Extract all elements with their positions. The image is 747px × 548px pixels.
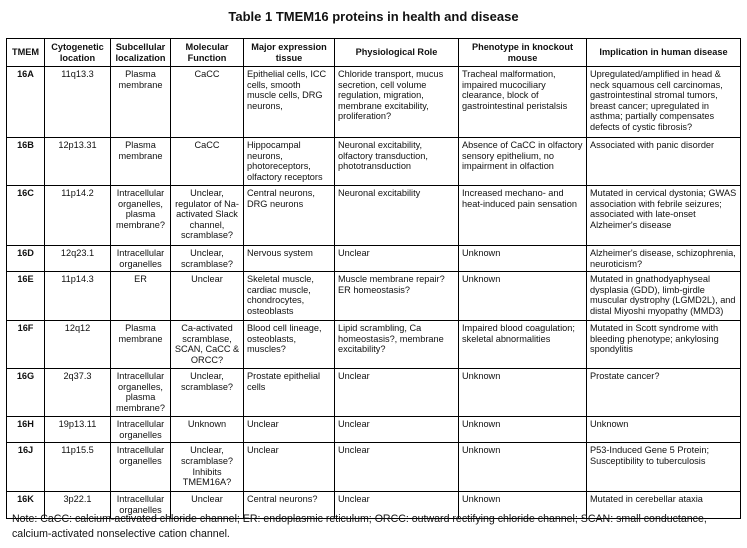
table-cell: Neuronal excitability — [335, 186, 459, 246]
table-cell: Unclear — [335, 417, 459, 443]
table-cell: Mutated in cerebellar ataxia — [587, 492, 741, 518]
table-cell: Unclear, regulator of Na-activated Slack channel, scramblase? — [171, 186, 244, 246]
table-cell: 11p15.5 — [45, 443, 111, 492]
table-cell: Unknown — [587, 417, 741, 443]
table-cell: Unclear — [335, 443, 459, 492]
table-cell: Unknown — [459, 443, 587, 492]
table-cell: Prostate cancer? — [587, 369, 741, 417]
table-cell: Unknown — [171, 417, 244, 443]
table-cell: Mutated in Scott syndrome with bleeding phenotype; ankylosing spondylitis — [587, 321, 741, 369]
table-cell: Intracellular organelles — [111, 443, 171, 492]
table-cell: Intracellular organelles, plasma membrane? — [111, 186, 171, 246]
table-cell: Alzheimer's disease, schizophrenia, neuroticism? — [587, 246, 741, 272]
header-row — [7, 39, 741, 67]
table-cell: Unknown — [459, 272, 587, 321]
table-cell: Nervous system — [244, 246, 335, 272]
table-cell: 11p14.3 — [45, 272, 111, 321]
table-row — [7, 369, 741, 417]
table-cell: Associated with panic disorder — [587, 138, 741, 186]
table-cell: Central neurons, DRG neurons — [244, 186, 335, 246]
table-cell: Plasma membrane — [111, 67, 171, 138]
table-title: Table 1 TMEM16 proteins in health and disease — [228, 9, 519, 24]
table-cell: Unclear, scramblase? — [171, 246, 244, 272]
table-cell: Intracellular organelles — [111, 246, 171, 272]
table-cell: 19p13.11 — [45, 417, 111, 443]
table-cell: Mutated in cervical dystonia; GWAS association with febrile seizures; associated with late-onset Alzheimer's disease — [587, 186, 741, 246]
table-cell: Unclear — [335, 246, 459, 272]
table-cell: Unclear — [244, 443, 335, 492]
table-cell: Unknown — [459, 369, 587, 417]
table-cell: 16G — [7, 369, 45, 417]
table-cell: 16J — [7, 443, 45, 492]
table-cell: CaCC — [171, 138, 244, 186]
table-cell: Unclear, scramblase? Inhibits TMEM16A? — [171, 443, 244, 492]
column-header: Phenotype in knockout mouse — [459, 39, 587, 67]
table-cell: ER — [111, 272, 171, 321]
table-cell: Plasma membrane — [111, 321, 171, 369]
table-cell: Prostate epithelial cells — [244, 369, 335, 417]
table-cell: P53-Induced Gene 5 Protein; Susceptibility to tuberculosis — [587, 443, 741, 492]
table-row — [7, 186, 741, 246]
table-row — [7, 417, 741, 443]
table-cell: Chloride transport, mucus secretion, cell volume regulation, migration, membrane excitability, proliferation? — [335, 67, 459, 138]
column-header: Subcellular localization — [111, 39, 171, 67]
table-cell: 16H — [7, 417, 45, 443]
table-cell: 16C — [7, 186, 45, 246]
table-cell: Intracellular organelles — [111, 492, 171, 518]
table-cell: 16A — [7, 67, 45, 138]
table-cell: Hippocampal neurons, photoreceptors, olfactory receptors — [244, 138, 335, 186]
table-cell: 16E — [7, 272, 45, 321]
table-cell: Unclear — [335, 492, 459, 518]
table-row — [7, 246, 741, 272]
table-cell: Skeletal muscle, cardiac muscle, chondrocytes, osteoblasts — [244, 272, 335, 321]
table-cell: 12q23.1 — [45, 246, 111, 272]
table-row — [7, 272, 741, 321]
table-cell: Tracheal malformation, impaired mucociliary clearance, block of gastrointestinal peristalsis — [459, 67, 587, 138]
table-cell: Unknown — [459, 417, 587, 443]
table-cell: Muscle membrane repair? ER homeostasis? — [335, 272, 459, 321]
table-cell: Ca-activated scramblase, SCAN, CaCC & ORCC? — [171, 321, 244, 369]
table-row — [7, 138, 741, 186]
table-cell: Unknown — [459, 246, 587, 272]
table-cell: Unknown — [459, 492, 587, 518]
table-row — [7, 67, 741, 138]
table-cell: 16F — [7, 321, 45, 369]
table-cell: Blood cell lineage, osteoblasts, muscles? — [244, 321, 335, 369]
column-header: Physiological Role — [335, 39, 459, 67]
table-row — [7, 443, 741, 492]
table-cell: Unclear — [335, 369, 459, 417]
table-cell: Unclear — [171, 272, 244, 321]
table-cell: Unclear — [244, 417, 335, 443]
table-cell: Central neurons? — [244, 492, 335, 518]
table-cell: Unclear — [171, 492, 244, 518]
table-cell: Unclear, scramblase? — [171, 369, 244, 417]
table-cell: 2q37.3 — [45, 369, 111, 417]
table-cell: Impaired blood coagulation; skeletal abnormalities — [459, 321, 587, 369]
table-cell: Intracellular organelles — [111, 417, 171, 443]
table-note: Note: CaCC: calcium-activated chloride channel; ER: endoplasmic reticulum; ORCC: outward rectifying chloride channel; SCAN: small conductance, calcium-activated nonselective cation channel. — [12, 513, 707, 540]
table-cell: Mutated in gnathodyaphyseal dysplasia (GDD), limb-girdle muscular dystrophy (LGMD2L), and distal Miyoshi myopathy (MMD3) — [587, 272, 741, 321]
table-cell: 12q12 — [45, 321, 111, 369]
column-header: Cytogenetic location — [45, 39, 111, 67]
table-cell: 11p14.2 — [45, 186, 111, 246]
column-header: TMEM — [7, 39, 45, 67]
table-cell: 16D — [7, 246, 45, 272]
table-cell: 16K — [7, 492, 45, 518]
column-header: Molecular Function — [171, 39, 244, 67]
table-cell: Increased mechano- and heat-induced pain sensation — [459, 186, 587, 246]
column-header: Major expression tissue — [244, 39, 335, 67]
table-cell: Epithelial cells, ICC cells, smooth muscle cells, DRG neurons, — [244, 67, 335, 138]
table-cell: CaCC — [171, 67, 244, 138]
table-cell: 16B — [7, 138, 45, 186]
table-cell: 11q13.3 — [45, 67, 111, 138]
table-row — [7, 321, 741, 369]
table-cell: Upregulated/amplified in head & neck squamous cell carcinomas, gastrointestinal stromal tumors, breast cancer; upregulated in asthma; partially compensates defects of cystic fibrosis? — [587, 67, 741, 138]
table-cell: Lipid scrambling, Ca homeostasis?, membrane excitability? — [335, 321, 459, 369]
table-cell: Plasma membrane — [111, 138, 171, 186]
table-cell: 12p13.31 — [45, 138, 111, 186]
table-cell: Neuronal excitability, olfactory transduction, phototransduction — [335, 138, 459, 186]
table-cell: Absence of CaCC in olfactory sensory epithelium, no impairment in olfaction — [459, 138, 587, 186]
table-cell: Intracellular organelles, plasma membrane? — [111, 369, 171, 417]
column-header: Implication in human disease — [587, 39, 741, 67]
table-cell: 3p22.1 — [45, 492, 111, 518]
tmem16-table — [6, 38, 741, 519]
